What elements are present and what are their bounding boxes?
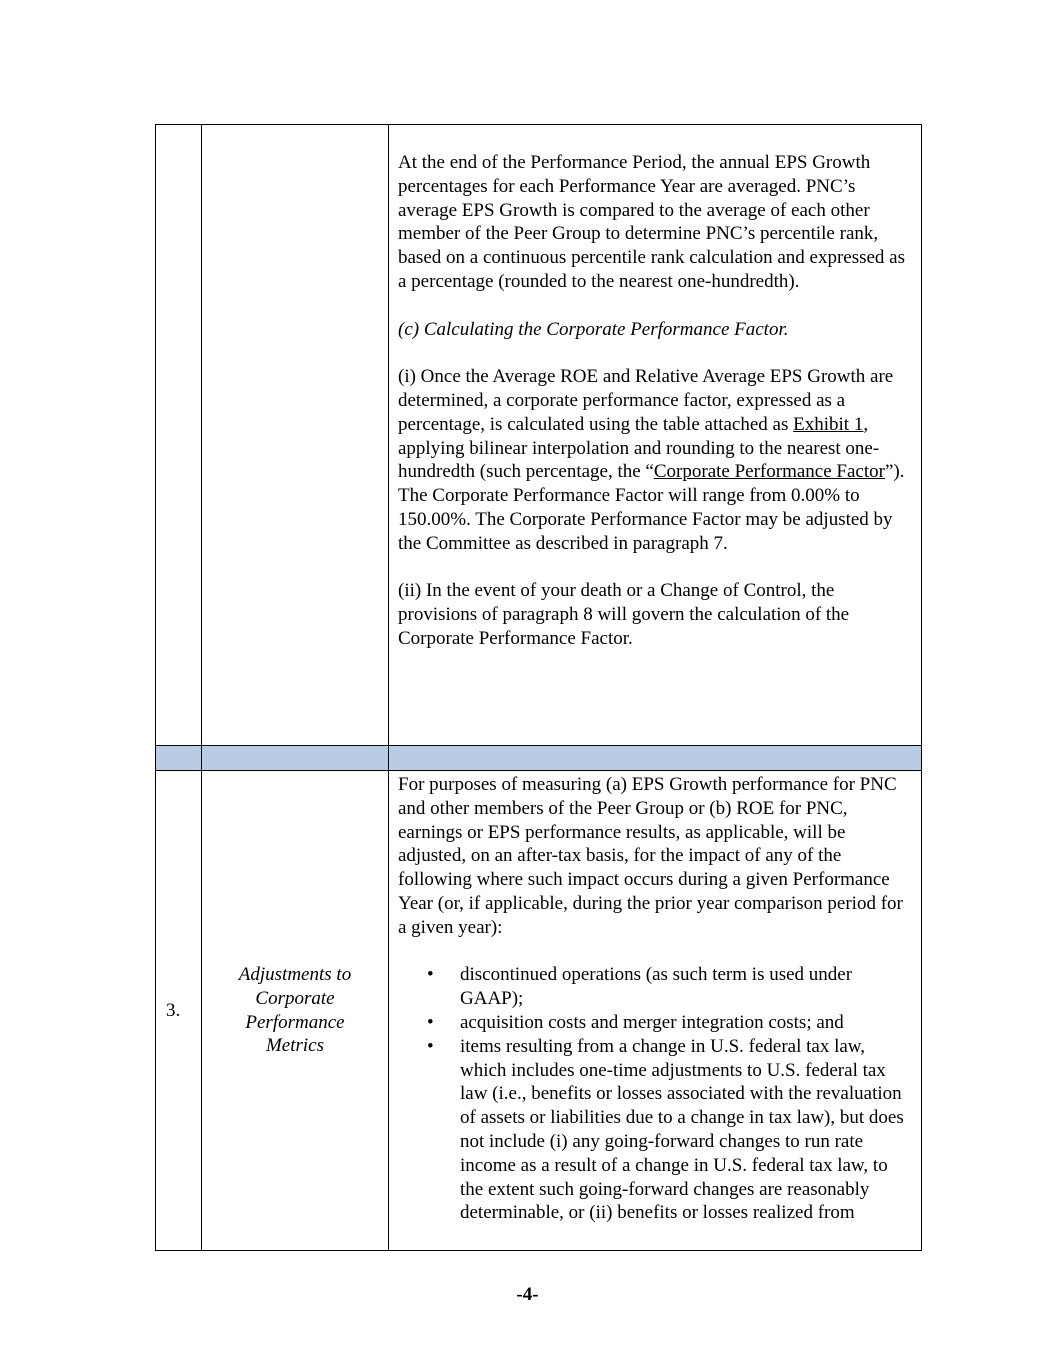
bullet-icon: • — [427, 964, 434, 986]
content-cell — [389, 771, 922, 1251]
list-item: • acquisition costs and merger integration costs; and — [427, 1011, 844, 1033]
terms-table — [155, 124, 922, 1251]
content-cell — [389, 125, 922, 746]
table-row — [156, 125, 922, 746]
adjustments-list — [398, 963, 911, 1225]
defined-term: Corporate Performance Factor — [653, 461, 885, 483]
table-row — [156, 771, 922, 1251]
section-c-heading: (c) Calculating the Corporate Performance Factor. — [398, 318, 789, 340]
list-item: • discontinued operations (as such term is used under GAAP); — [427, 964, 853, 1010]
clause-ii-paragraph: (ii) In the event of your death or a Change of Control, the provisions of paragraph 8 will govern the calculation of the Corporate Performance Factor. — [398, 580, 850, 649]
adjustments-intro: For purposes of measuring (a) EPS Growth performance for PNC and other members of the Peer Group or (b) ROE for PNC, earnings or EPS performance results, as applicable, will be adjusted, on an after-tax basis, for the impact of any of the following where such impact occurs during a given Performance Year (or, if applicable, during the prior year comparison period for a given year): — [398, 774, 903, 938]
exhibit-1-reference: Exhibit 1 — [793, 413, 864, 435]
section-title: Adjustments to Corporate Performance Metrics — [202, 771, 389, 1251]
title-cell — [202, 125, 389, 746]
clause-i-paragraph: (i) Once the Average ROE and Relative Average EPS Growth are determined, a corporate performance factor, expressed as a percentage, is calculated using the table attached as Exhibit 1, applying bilinear interpolation and rounding to the nearest one-hundredth (such percentage, the “Corporate Performance Factor”). The Corporate Performance Factor will range from 0.00% to 150.00%. The Corporate Performance Factor may be adjusted by the Committee as described in paragraph 7. — [398, 366, 905, 554]
list-item: • items resulting from a change in U.S. federal tax law, which includes one-time adjustments to U.S. federal tax law (i.e., benefits or losses associated with the revaluation of assets or liabilities due to a change in tax law), but does not include (i) any going-forward changes to run rate income as a result of a change in U.S. federal tax law, to the extent such going-forward changes are reasonably determinable, or (ii) benefits or losses realized from — [427, 1035, 904, 1224]
bullet-icon: • — [427, 1011, 434, 1033]
number-cell — [156, 125, 202, 746]
section-number: 3. — [156, 771, 202, 1251]
header-band-row — [156, 746, 922, 771]
page-number: -4- — [516, 1284, 539, 1305]
eps-growth-paragraph: At the end of the Performance Period, the annual EPS Growth percentages for each Performance Year are averaged. PNC’s average EPS Growth is compared to the average of each other member of the Peer Group to determine PNC’s percentile rank, based on a continuous percentile rank calculation and expressed as a percentage (rounded to the nearest one-hundredth). — [398, 152, 906, 292]
bullet-icon: • — [427, 1035, 434, 1057]
